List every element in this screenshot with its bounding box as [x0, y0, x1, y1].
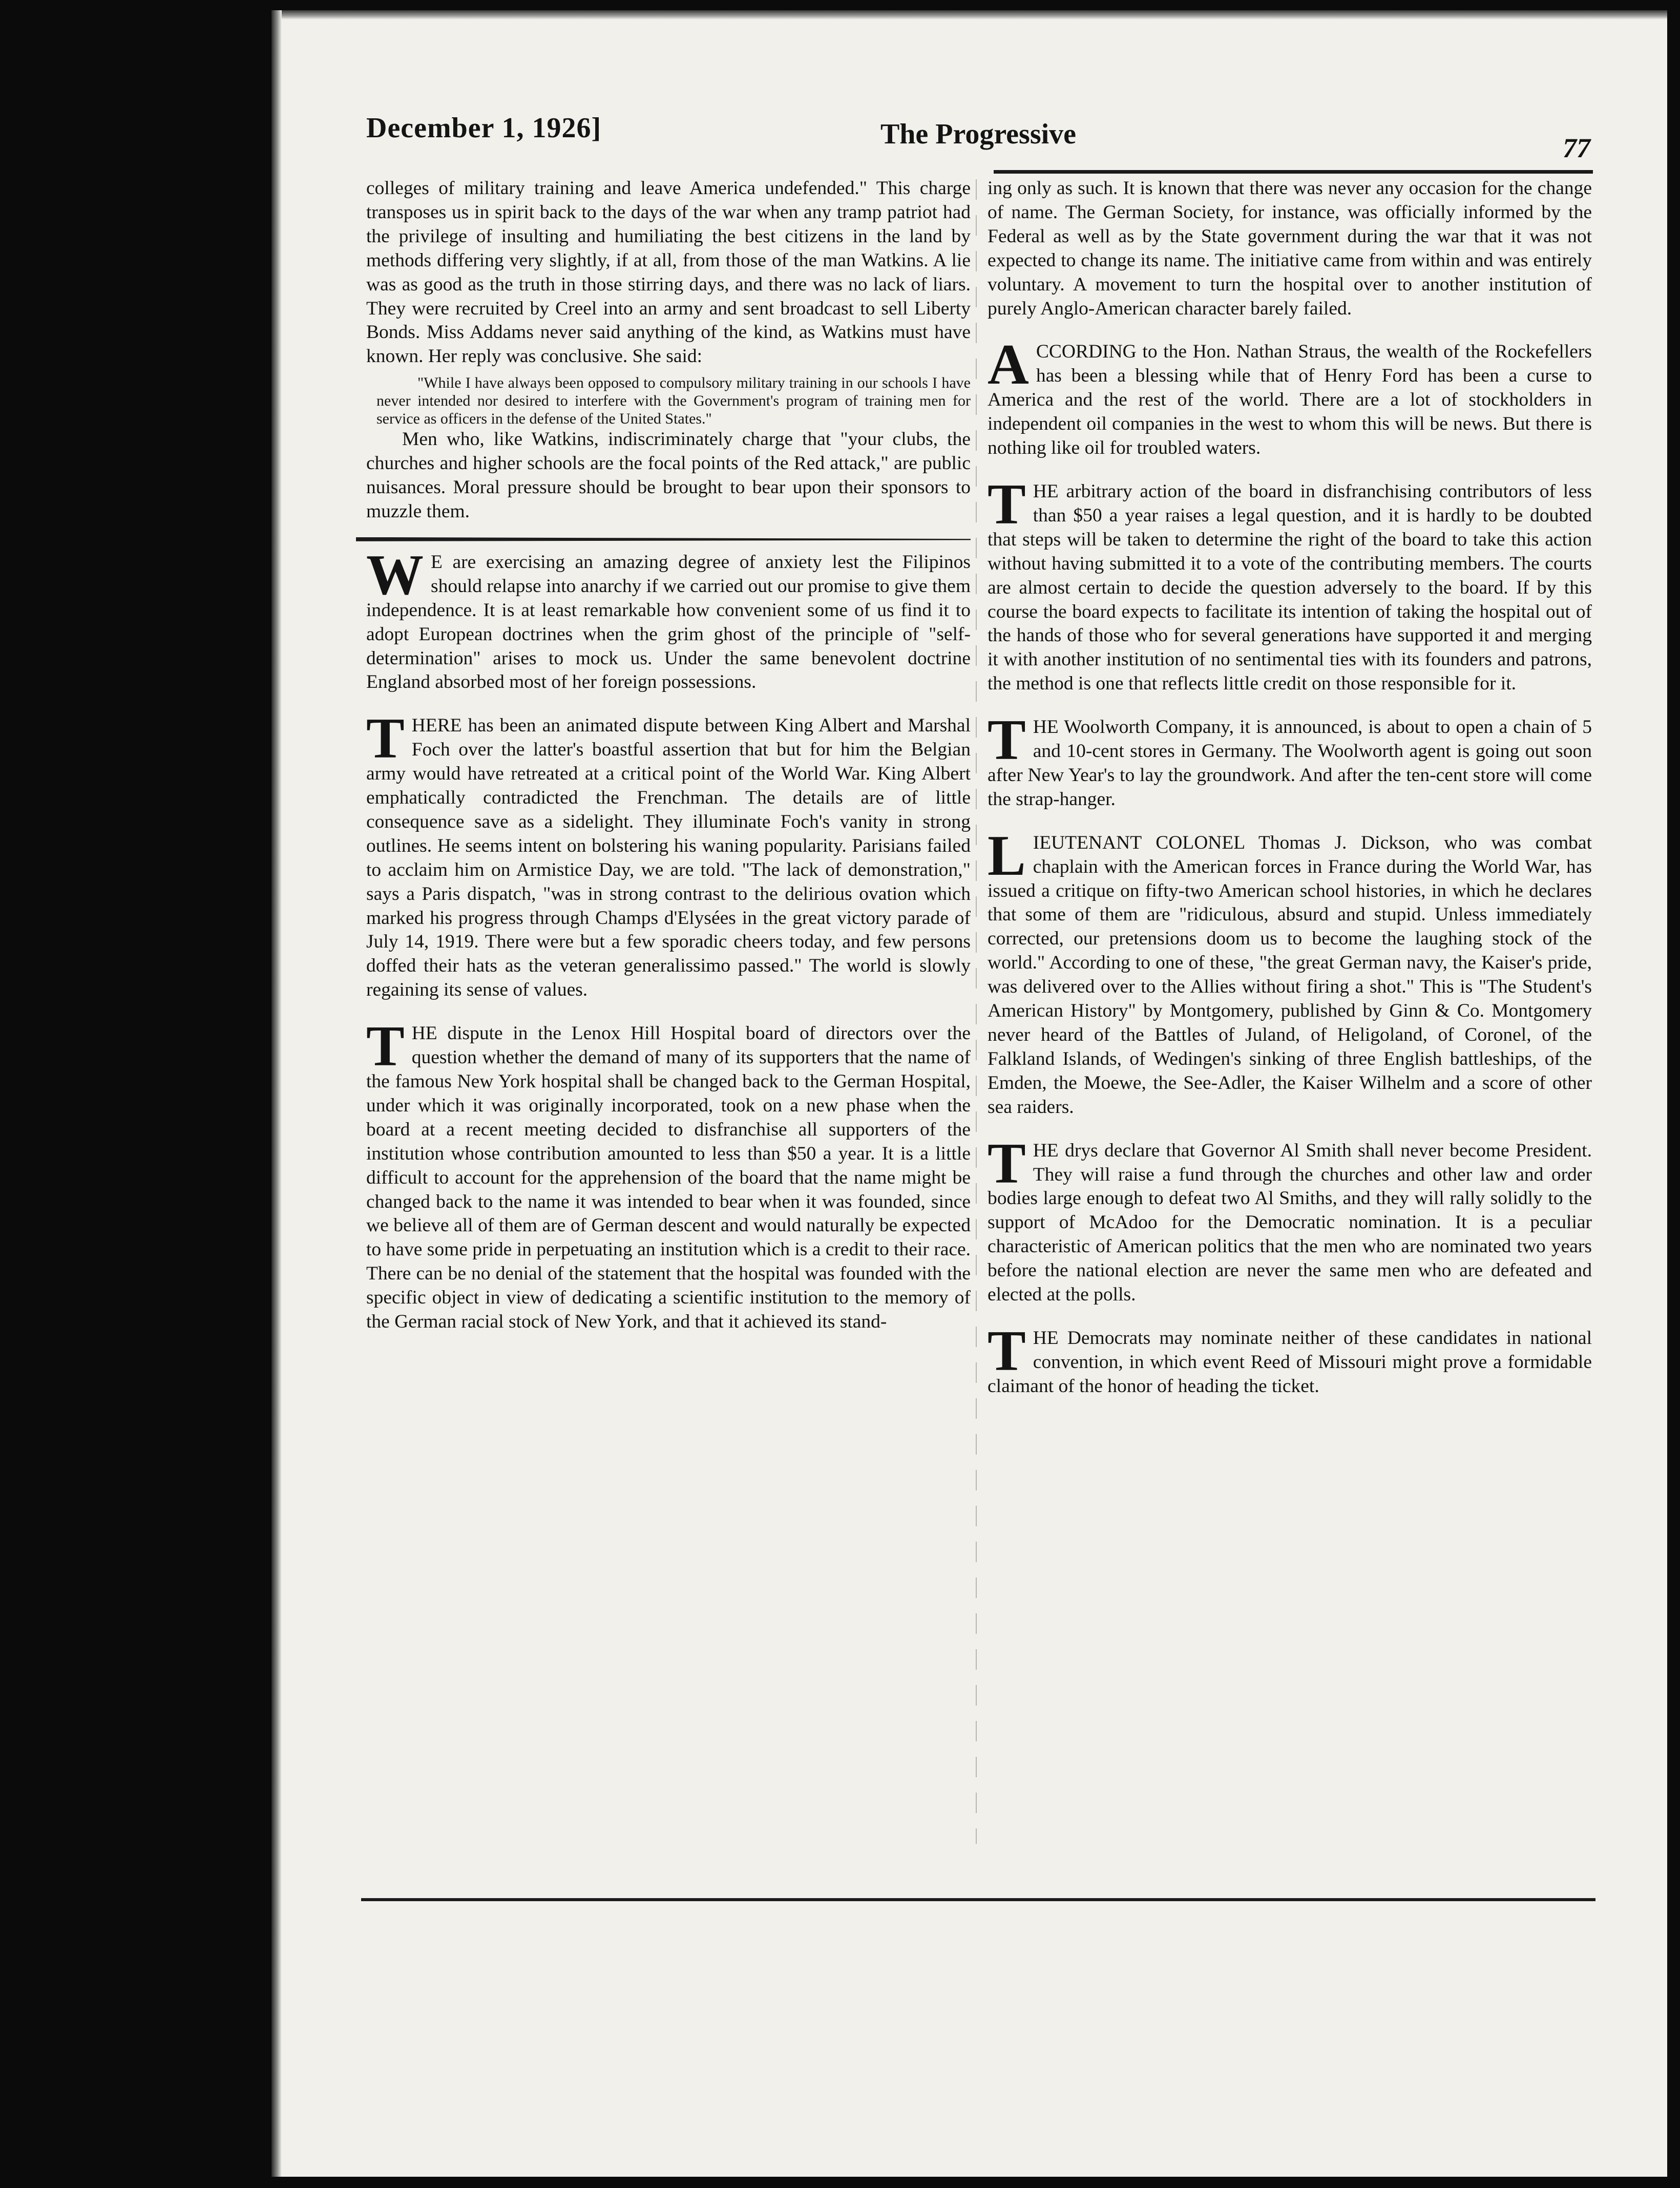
drop-cap: L	[988, 824, 1026, 888]
paragraph-text: E are exercising an amazing degree of anxiety lest the Filipinos should relapse into anarchy if we carried out our promise to give them independence. It is at least remarkable how convenient some of us find it to adopt European doctrines when the grim ghost of the principle of "self-determination" arises to mock us. Under the same benevolent doctrine England absorbed most of her foreign possessions.	[366, 551, 971, 693]
column-gutter	[976, 179, 977, 1844]
filipinos-paragraph	[366, 543, 971, 695]
woolworth-paragraph	[988, 708, 1592, 812]
scan-edge-left	[271, 10, 282, 2177]
foch-paragraph	[366, 707, 971, 1002]
drop-cap: A	[988, 333, 1029, 397]
article-continuation: colleges of military training and leave America undefended." This charge transposes us in spirit back to the days of the war when any tramp patriot had the privilege of insulting and humiliating the best citizens in the land by methods differing very slightly, if at all, from those of the man Watkins. A lie was as good as the truth in those stirring days, and there was no lack of liars. They were recruited by Creel into an army and sent broadcast to sell Liberty Bonds. Miss Addams never said anything of the kind, as Watkins must have known. Her reply was conclusive. She said:	[366, 178, 971, 367]
drys-paragraph	[988, 1131, 1592, 1307]
bottom-rule	[361, 1898, 1595, 1901]
board-paragraph	[988, 472, 1592, 696]
drop-cap: T	[988, 472, 1026, 536]
drop-cap: W	[366, 543, 424, 607]
publication-title: The Progressive	[880, 118, 1077, 150]
lenox-hill-paragraph	[366, 1015, 971, 1334]
paragraph-text: HE drys declare that Governor Al Smith shall never become President. They will raise a fund through the churches and other law and order bodies large enough to defeat two Al Smiths, and they will rally solidly to the support of McAdoo for the Democratic nomination. It is a peculiar characteristic of American politics that the men who are nominated two years before the national election are never the same men who are defeated and elected at the polls.	[988, 1140, 1592, 1306]
addams-quote: "While I have always been opposed to compulsory military training in our schools I have never intended nor desired to interfere with the Government's program of training men for service as officers in the defense of the United States."	[376, 374, 971, 428]
page-number: 77	[1563, 133, 1590, 163]
drop-cap: T	[366, 1015, 405, 1079]
paragraph-text: IEUTENANT COLONEL Thomas J. Dickson, who was combat chaplain with the American forces in France during the World War, has issued a critique on fifty-two American school histories, in which he declares that some of them are "ridiculous, absurd and stupid. Unless immediately corrected, our pretensions doom us to become the laughing stock of the world." According to one of these, "the great German navy, the Kaiser's pride, was delivered over to the Allies without firing a shot." This is "The Student's American History" by Montgomery, published by Ginn & Co. Montgomery never heard of the Battles of Juland, of Heligoland, of Coronel, of the Falkland Islands, of Wedingen's sinking of three English battleships, of the Emden, the Moewe, the See-Adler, the Kaiser Wilhelm and a score of other sea raiders.	[988, 832, 1592, 1118]
straus-paragraph	[988, 333, 1592, 460]
paragraph-text: CCORDING to the Hon. Nathan Straus, the wealth of the Rockefellers has been a blessing while that of Henry Ford has been a curse to America and the rest of the world. There are a lot of stockholders in independent oil companies in the west to whom this will be news. But there is nothing like oil for troubled waters.	[988, 341, 1592, 459]
page-header	[366, 112, 1590, 168]
magazine-page	[271, 10, 1667, 2177]
article-conclusion: Men who, like Watkins, indiscriminately charge that "your clubs, the churches and higher schools are the focal points of the Red attack," are public nuisances. Moral pressure should be brought to bear upon their sponsors to muzzle them.	[366, 429, 971, 522]
paragraph-text: HE arbitrary action of the board in disfranchising contributors of less than $50 a year raises a legal question, and it is hardly to be doubted that steps will be taken to determine the right of the board to take this action without having submitted it to a vote of the contributing members. The courts are almost certain to decide the question adversely to the board. If by this course the board expects to facilitate its intention of taking the hospital out of the hands of those who for several generations have supported it and merging it with another institution of no sentimental ties with its founders and patrons, the method is one that reflects little credit on those responsible for it.	[988, 480, 1592, 695]
section-divider	[356, 537, 971, 541]
scan-edge-top	[271, 10, 1667, 19]
dickson-paragraph	[988, 824, 1592, 1120]
left-column	[366, 177, 971, 1334]
lenox-hill-continuation: ing only as such. It is known that there was never any occasion for the change of name. The German Society, for instance, was officially informed by the Federal as well as by the State government during the war that it was not expected to change its name. The initiative came from within and was entirely voluntary. A movement to turn the hospital over to another institution of purely Anglo-American character barely failed.	[988, 178, 1592, 319]
paragraph-text: HE Woolworth Company, it is announced, is about to open a chain of 5 and 10-cent stores in Germany. The Woolworth agent is going out soon after New Year's to lay the groundwork. And after the ten-cent store will come the strap-hanger.	[988, 717, 1592, 810]
header-rule	[994, 170, 1593, 174]
issue-date: December 1, 1926]	[366, 112, 602, 144]
drop-cap: T	[988, 708, 1026, 772]
paragraph-text: HERE has been an animated dispute between King Albert and Marshal Foch over the latter's boastful assertion that but for him the Belgian army would have retreated at a critical point of the World War. King Albert emphatically contradicted the Frenchman. The details are of little consequence save as a sidelight. They illuminate Foch's vanity in strong outlines. He seems intent on bolstering his waning popularity. Parisians failed to acclaim him on Armistice Day, we are told. "The lack of demonstration," says a Paris dispatch, "was in strong contrast to the delirious ovation which marked his progress through Champs d'Elysées in the great victory parade of July 14, 1919. There were but a few sporadic cheers today, and few persons doffed their hats as the veteran generalissimo passed." The world is slowly regaining its sense of values.	[366, 715, 971, 1001]
paragraph-text: HE Democrats may nominate neither of these candidates in national convention, in which event Reed of Missouri might prove a formidable claimant of the honor of heading the ticket.	[988, 1327, 1592, 1397]
drop-cap: T	[988, 1319, 1026, 1383]
drop-cap: T	[366, 707, 405, 771]
democrats-paragraph	[988, 1319, 1592, 1399]
paragraph-text: HE dispute in the Lenox Hill Hospital board of directors over the question whether the demand of many of its supporters that the name of the famous New York hospital shall be changed back to the German Hospital, under which it was originally incorporated, took on a new phase when the board at a recent meeting decided to disfranchise all supporters of the institution whose contribution amounted to less than $50 a year. It is a little difficult to account for the apprehension of the board that the name might be changed back to the name it was intended to bear when it was founded, since we believe all of them are of German descent and would naturally be expected to have some pride in perpetuating an institution which is a credit to their race. There can be no denial of the statement that the hospital was founded with the specific object in view of dedicating a scientific institution to the memory of the German racial stock of New York, and that it achieved its stand-	[366, 1023, 971, 1333]
drop-cap: T	[988, 1131, 1026, 1195]
right-column	[988, 177, 1592, 1399]
